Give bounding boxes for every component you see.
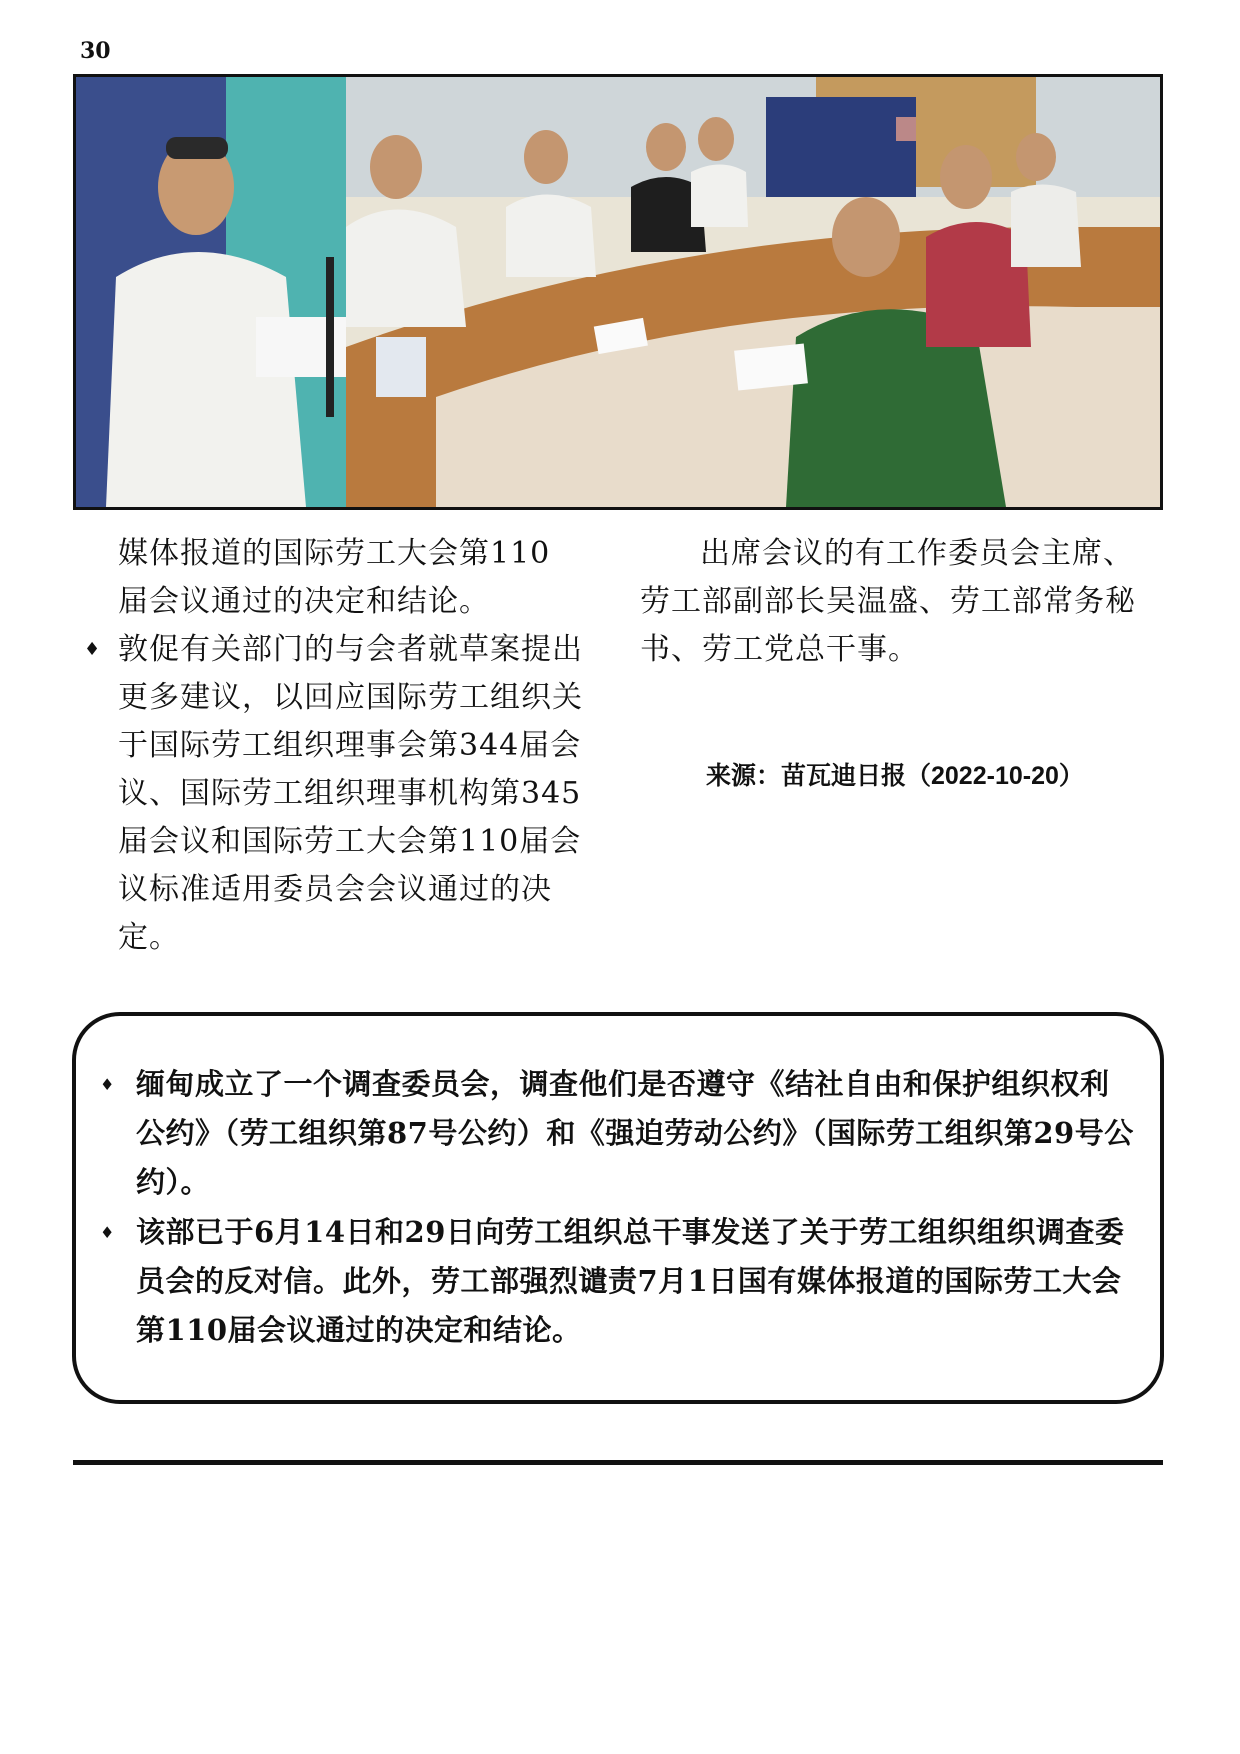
page-number: 30 (80, 38, 111, 64)
summary-callout-box (72, 1012, 1164, 1404)
callout-item-2-text: 该部已于6月14日和29日向劳工组织总干事发送了关于劳工组织组织调查委员会的反对信。此外，劳工部强烈谴责7月1日国有媒体报道的国际劳工大会第110届会议通过的决定和结论。 (136, 1215, 1125, 1347)
diamond-bullet-icon: ♦ (84, 639, 102, 660)
list-item (100, 1208, 1136, 1355)
attendees-paragraph: 出席会议的有工作委员会主席、劳工部副部长吴温盛、劳工部常务秘书、劳工党总干事。 (640, 536, 1136, 667)
left-bullet-text: 敦促有关部门的与会者就草案提出更多建议，以回应国际劳工组织关于国际劳工组织理事会第344届会议、国际劳工组织理事机构第345届会议和国际劳工大会第110届会议标准适用委员会会议通过的决定。 (118, 632, 583, 955)
meeting-photo-icon (76, 77, 1160, 507)
left-continuation-line-1: 媒体报道的国际劳工大会第110 (118, 536, 551, 571)
diamond-bullet-icon: ♦ (100, 1075, 115, 1094)
horizontal-divider (73, 1460, 1163, 1465)
left-continuation-line-2: 届会议通过的决定和结论。 (118, 584, 490, 619)
list-item (100, 1060, 1136, 1207)
source-citation: 来源：苗瓦迪日报（2022-10-20） (706, 762, 1084, 790)
diamond-bullet-icon: ♦ (100, 1223, 115, 1242)
callout-item-1-text: 缅甸成立了一个调查委员会，调查他们是否遵守《结社自由和保护组织权利公约》（劳工组织第87号公约）和《强迫劳动公约》（国际劳工组织第29号公约）。 (136, 1067, 1134, 1199)
meeting-photo (73, 74, 1163, 510)
list-item (80, 626, 610, 962)
left-column (80, 530, 610, 962)
right-column (640, 530, 1160, 674)
